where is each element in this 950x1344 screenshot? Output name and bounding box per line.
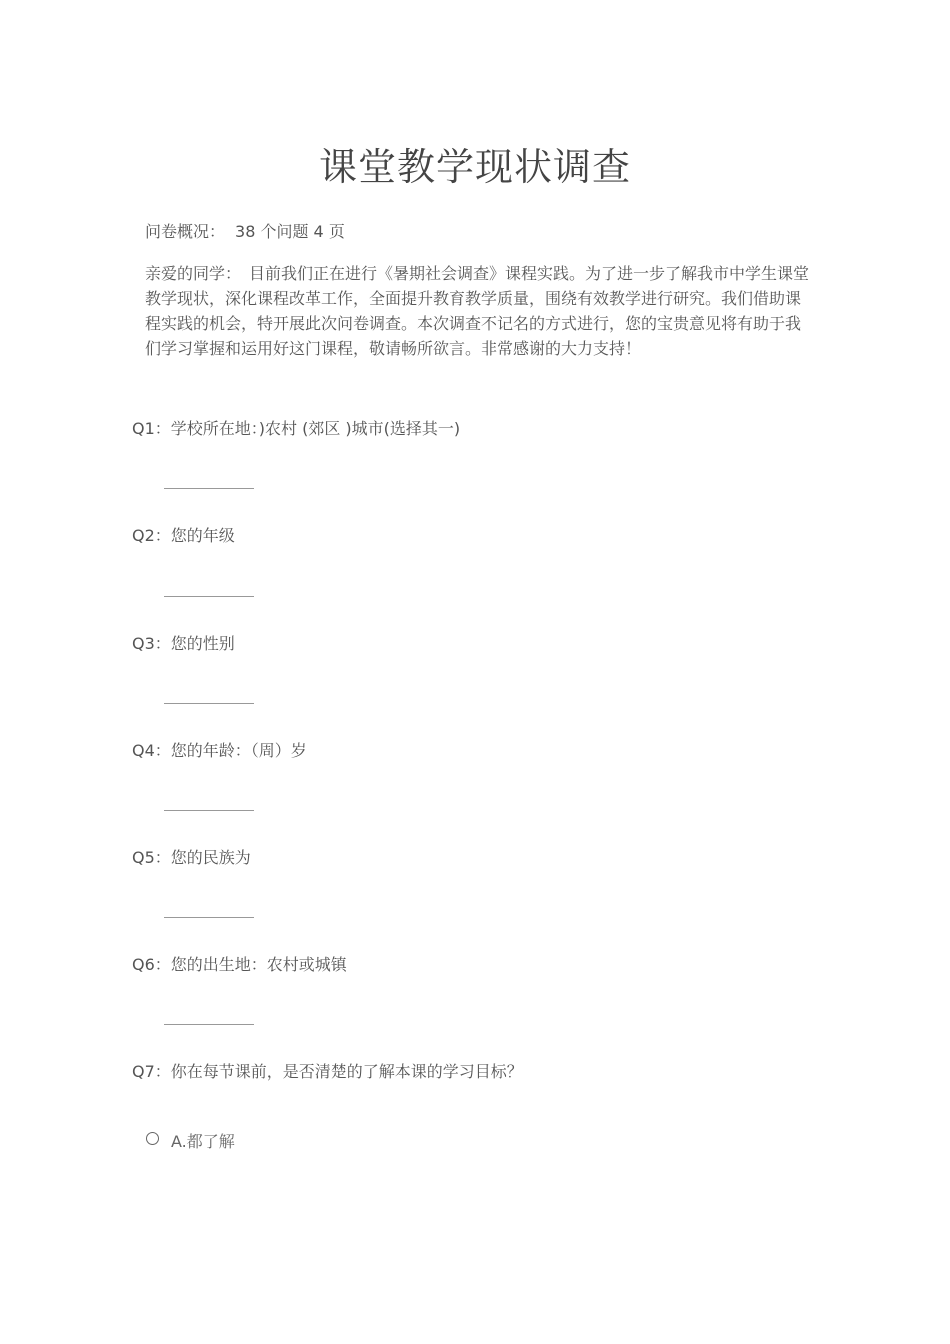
overview-stats: 38 个问题 4 页: [235, 222, 345, 241]
answer-blank-6[interactable]: [164, 1024, 254, 1025]
survey-intro: 亲爱的同学： 目前我们正在进行《暑期社会调查》课程实践。为了进一步了解我市中学生课堂教学现状，深化课程改革工作，全面提升教育教学质量，围绕有效教学进行研究。我们借助课程实践的机会，特开展此次问卷调查。本次调查不记名的方式进行，您的宝贵意见将有助于我们学习掌握和运用好这门课程，敬请畅所欲言。非常感谢的大力支持！: [145, 264, 810, 358]
answer-blank-5[interactable]: [164, 917, 254, 918]
question-2: Q2：您的年级: [132, 526, 235, 545]
answer-blank-4[interactable]: [164, 810, 254, 811]
question-7: Q7：你在每节课前，是否清楚的了解本课的学习目标？: [132, 1062, 523, 1081]
question-6: Q6：您的出生地：农村或城镇: [132, 955, 347, 974]
question-4: Q4：您的年龄：（周）岁: [132, 741, 307, 760]
answer-blank-2[interactable]: [164, 596, 254, 597]
survey-title: 课堂教学现状调查: [318, 145, 631, 189]
survey-overview: [145, 219, 355, 242]
radio-button-icon[interactable]: [146, 1132, 159, 1145]
question-3: Q3：您的性别: [132, 634, 235, 653]
answer-blank-3[interactable]: [164, 703, 254, 704]
q7-option-a[interactable]: [146, 1129, 235, 1152]
overview-label: 问卷概况：: [145, 222, 226, 241]
question-5: Q5：您的民族为: [132, 848, 251, 867]
answer-blank-1[interactable]: [164, 488, 254, 489]
q7-option-a-label: A.都了解: [171, 1132, 235, 1151]
question-1: Q1：学校所在地：)农村 (郊区 )城市(选择其一): [132, 419, 461, 438]
